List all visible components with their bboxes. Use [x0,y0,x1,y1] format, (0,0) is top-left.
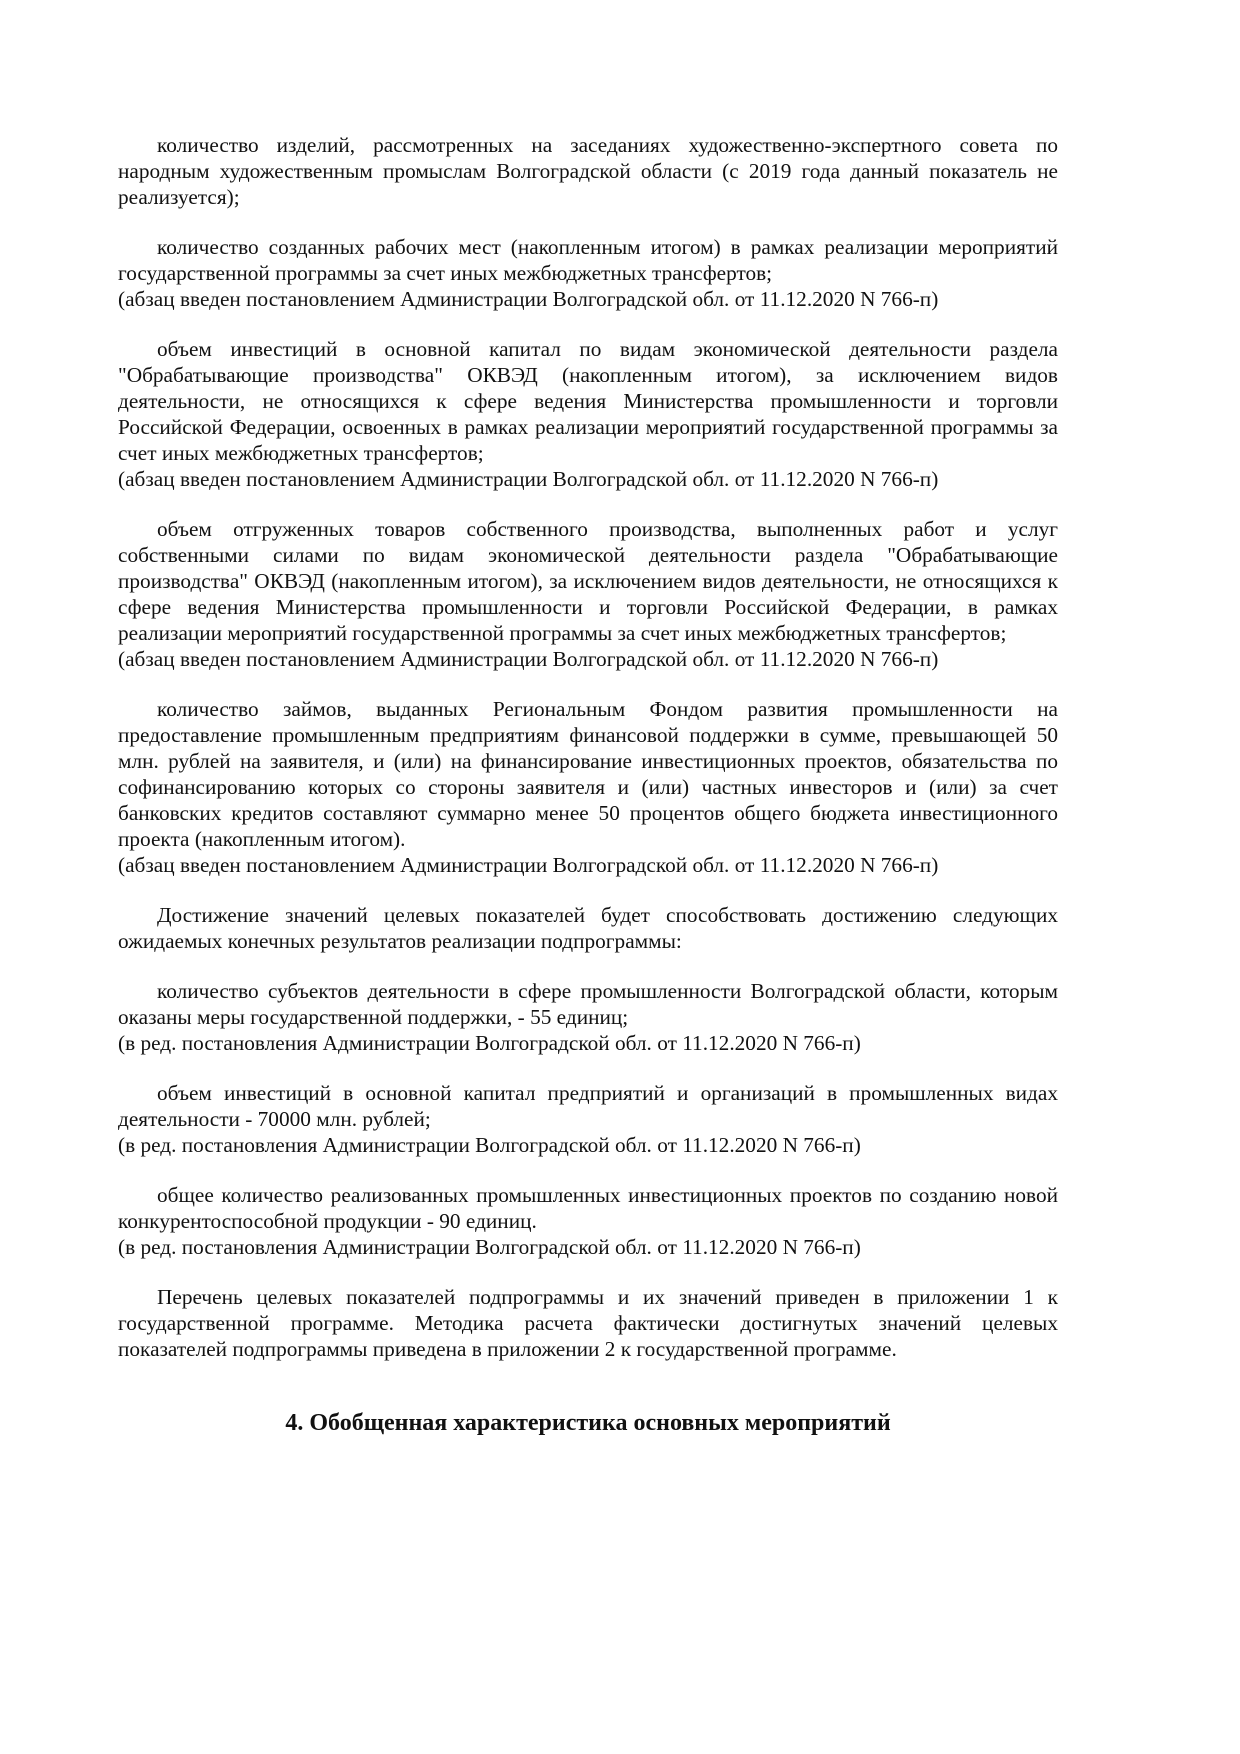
paragraph-shipped-goods [118,516,1058,672]
paragraph-text: количество изделий, рассмотренных на заседаниях художественно-экспертного совета по народным художественным промыслам Волгоградской области (с 2019 года данный показатель не реализуется); [118,133,1058,209]
amendment-note: (в ред. постановления Администрации Волгоградской обл. от 11.12.2020 N 766-п) [118,1133,861,1157]
paragraph-text: количество субъектов деятельности в сфере промышленности Волгоградской области, которым оказаны меры государственной поддержки, - 55 единиц; [118,979,1058,1029]
paragraph-investment-volume [118,336,1058,492]
amendment-note: (абзац введен постановлением Администрации Волгоградской обл. от 11.12.2020 N 766-п) [118,853,939,877]
paragraph-artistic-items [118,132,1058,210]
section-heading: 4. Обобщенная характеристика основных мероприятий [285,1410,891,1436]
paragraph-jobs-created [118,234,1058,312]
paragraph-text: объем инвестиций в основной капитал по видам экономической деятельности раздела "Обрабатывающие производства" ОКВЭД (накопленным итогом), за исключением видов деятельности, не относящихся к сфере ведения Министерства промышленности и торговли Российской Федерации, освоенных в рамках реализации мероприятий государственной программы за счет иных межбюджетных трансфертов; [118,337,1058,465]
paragraph-text: общее количество реализованных промышленных инвестиционных проектов по созданию новой конкурентоспособной продукции - 90 единиц. [118,1183,1058,1233]
paragraph-indicators-list [118,1284,1058,1362]
paragraph-investment-projects [118,1182,1058,1260]
amendment-note: (в ред. постановления Администрации Волгоградской обл. от 11.12.2020 N 766-п) [118,1031,861,1055]
paragraph-text: количество займов, выданных Региональным Фондом развития промышленности на предоставление промышленным предприятиям финансовой поддержки в сумме, превышающей 50 млн. рублей на заявителя, и (или) на финансирование инвестиционных проектов, обязательства по софинансированию которых со стороны заявителя и (или) частных инвесторов и (или) за счет банковских кредитов составляют суммарно менее 50 процентов общего бюджета инвестиционного проекта (накопленным итогом). [118,697,1058,851]
amendment-note: (абзац введен постановлением Администрации Волгоградской обл. от 11.12.2020 N 766-п) [118,467,939,491]
amendment-note: (в ред. постановления Администрации Волгоградской обл. от 11.12.2020 N 766-п) [118,1235,861,1259]
paragraph-loans-issued [118,696,1058,878]
paragraph-expected-results-intro [118,902,1058,954]
paragraph-capital-investment [118,1080,1058,1158]
amendment-note: (абзац введен постановлением Администрации Волгоградской обл. от 11.12.2020 N 766-п) [118,287,939,311]
paragraph-text: объем отгруженных товаров собственного производства, выполненных работ и услуг собственными силами по видам экономической деятельности раздела "Обрабатывающие производства" ОКВЭД (накопленным итогом), за исключением видов деятельности, не относящихся к сфере ведения Министерства промышленности и торговли Российской Федерации, в рамках реализации мероприятий государственной программы за счет иных межбюджетных трансфертов; [118,517,1058,645]
paragraph-text: объем инвестиций в основной капитал предприятий и организаций в промышленных видах деятельности - 70000 млн. рублей; [118,1081,1058,1131]
amendment-note: (абзац введен постановлением Администрации Волгоградской обл. от 11.12.2020 N 766-п) [118,647,939,671]
document-page [118,132,1058,1438]
paragraph-text: количество созданных рабочих мест (накопленным итогом) в рамках реализации мероприятий государственной программы за счет иных межбюджетных трансфертов; [118,235,1058,285]
paragraph-supported-entities [118,978,1058,1056]
paragraph-text: Достижение значений целевых показателей будет способствовать достижению следующих ожидаемых конечных результатов реализации подпрограммы: [118,903,1058,953]
paragraph-text: Перечень целевых показателей подпрограммы и их значений приведен в приложении 1 к государственной программе. Методика расчета фактически достигнутых значений целевых показателей подпрограммы приведена в приложении 2 к государственной программе. [118,1285,1058,1361]
